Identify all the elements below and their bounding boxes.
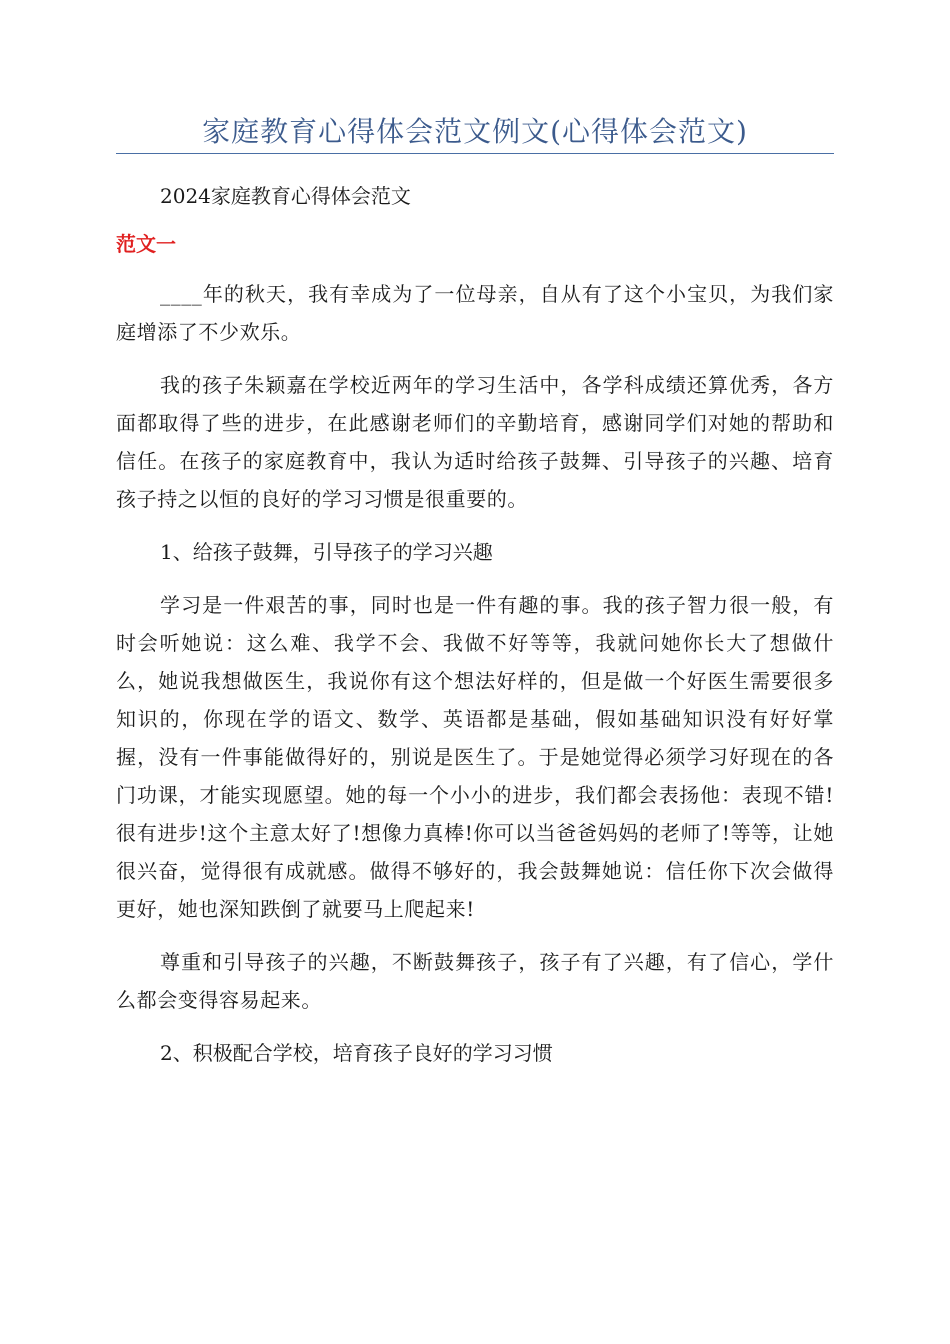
document-subtitle: 2024家庭教育心得体会范文: [160, 184, 411, 208]
paragraph-2: 我的孩子朱颖嘉在学校近两年的学习生活中，各学科成绩还算优秀，各方面都取得了些的进步，在此感谢老师们的辛勤培育，感谢同学们对她的帮助和信任。在孩子的家庭教育中，我认为适时给孩子鼓舞、引导孩子的兴趣、培育孩子持之以恒的良好的学习习惯是很重要的。: [116, 373, 834, 511]
paragraph-3: 学习是一件艰苦的事，同时也是一件有趣的事。我的孩子智力很一般，有时会听她说：这么难、我学不会、我做不好等等，我就问她你长大了想做什么，她说我想做医生，我说你有这个想法好样的，但是做一个好医生需要很多知识的，你现在学的语文、数学、英语都是基础，假如基础知识没有好好掌握，没有一件事能做得好的，别说是医生了。于是她觉得必须学习好现在的各门功课，才能实现愿望。她的每一个小小的进步，我们都会表扬他：表现不错!很有进步!这个主意太好了!想像力真棒!你可以当爸爸妈妈的老师了!等等，让她很兴奋，觉得很有成就感。做得不够好的，我会鼓舞她说：信任你下次会做得更好，她也深知跌倒了就要马上爬起来!: [116, 593, 834, 921]
paragraph-4: 尊重和引导孩子的兴趣，不断鼓舞孩子，孩子有了兴趣，有了信心，学什么都会变得容易起来。: [116, 950, 834, 1012]
heading-1: 1、给孩子鼓舞，引导孩子的学习兴趣: [160, 540, 493, 564]
section-label: 范文一: [116, 232, 176, 256]
paragraph-1: ____年的秋天，我有幸成为了一位母亲，自从有了这个小宝贝，为我们家庭增添了不少欢乐。: [116, 282, 834, 344]
document-body: [116, 177, 834, 1087]
heading-2: 2、积极配合学校，培育孩子良好的学习习惯: [160, 1041, 553, 1065]
title-underline: [116, 153, 834, 154]
document-title: 家庭教育心得体会范文例文(心得体会范文): [202, 115, 748, 148]
